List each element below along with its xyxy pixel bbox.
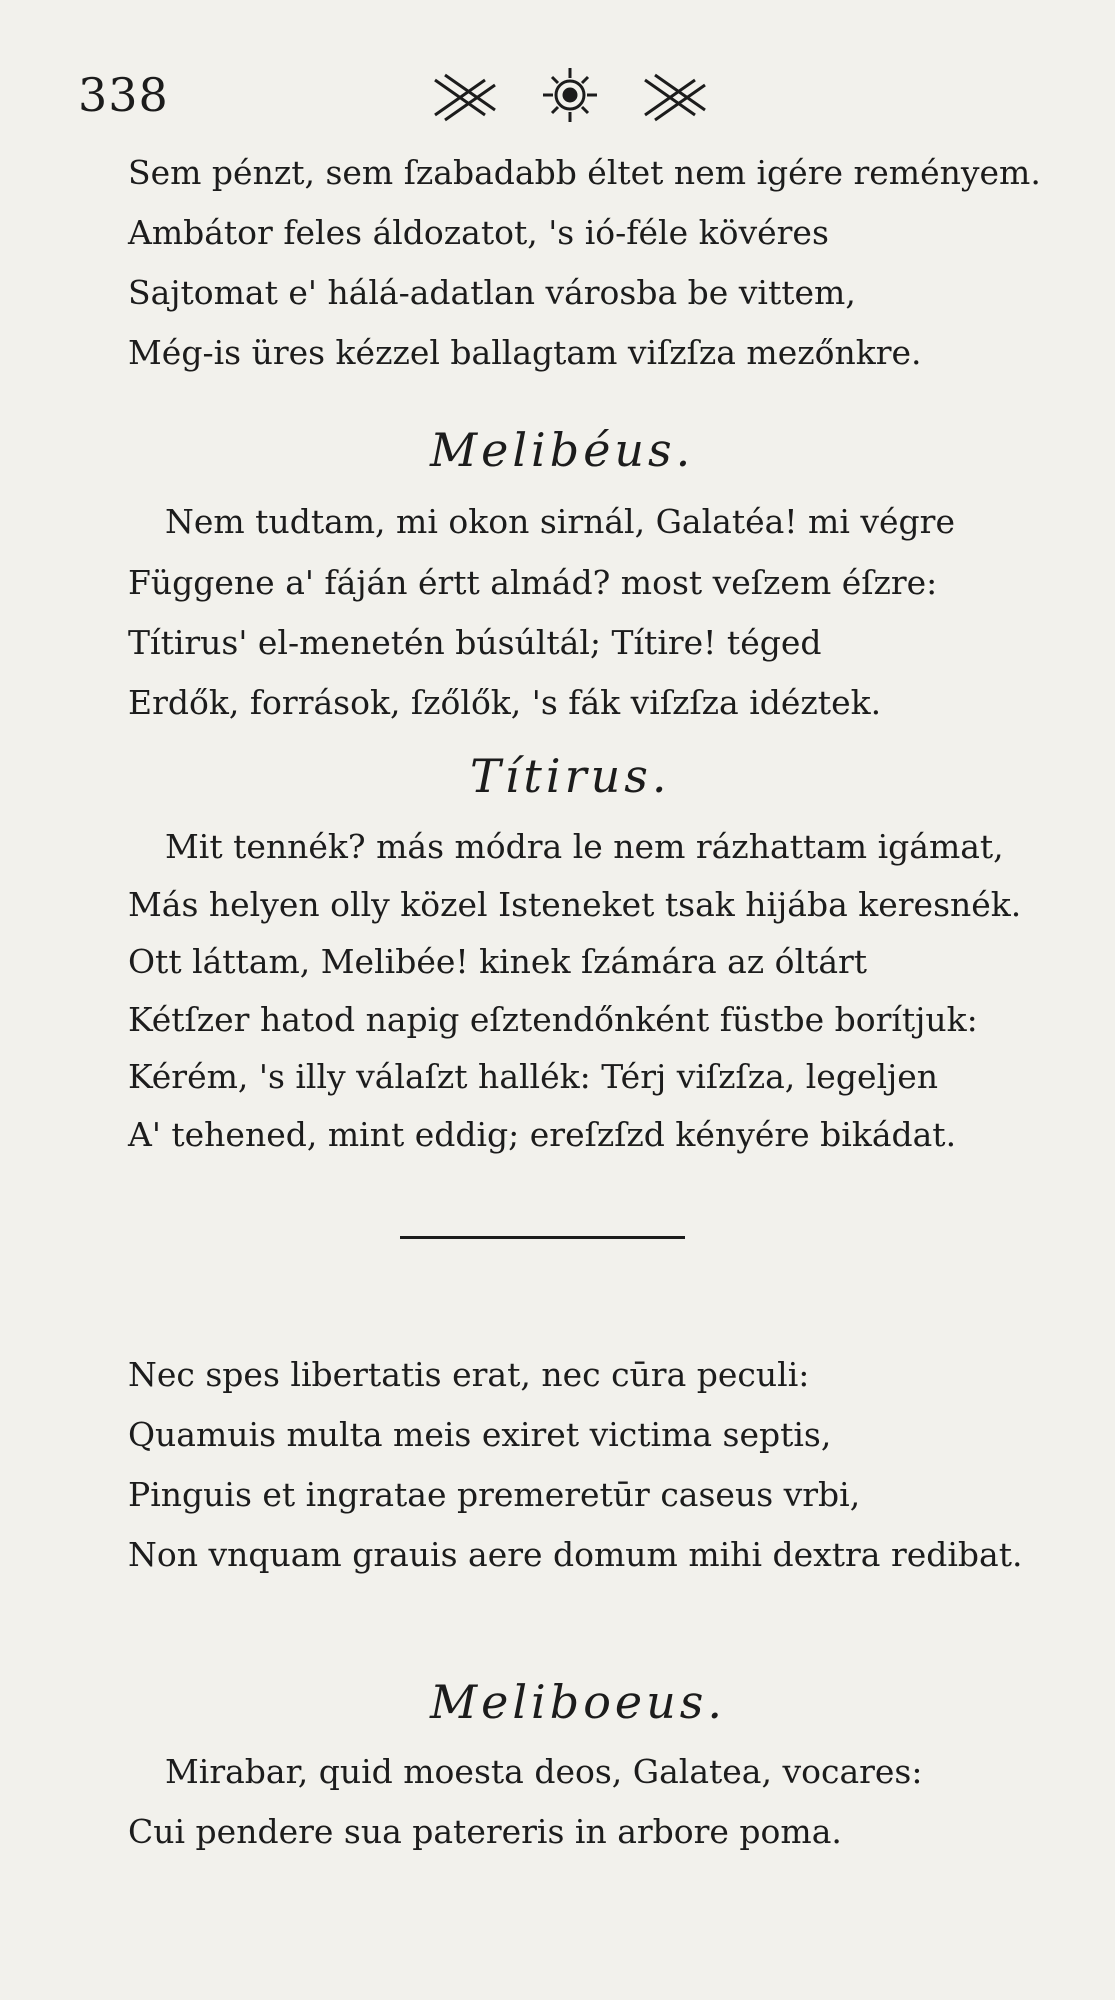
speaker-heading: Melibéus. bbox=[430, 423, 695, 477]
hu-verse-line: Ambátor feles áldozatot, 's ió-féle kövéres bbox=[128, 213, 829, 252]
speaker-heading: Títirus. bbox=[470, 749, 671, 803]
page-number: 338 bbox=[78, 68, 169, 122]
hu-verse-line: Kérém, 's illy válaſzt hallék: Térj viſzſza, legeljen bbox=[128, 1057, 939, 1096]
hu-verse-line: Még-is üres kézzel ballagtam viſzſza mezőnkre. bbox=[128, 333, 922, 372]
hu-verse-line: Títirus' el-menetén búsúltál; Títire! téged bbox=[128, 623, 822, 662]
hu-verse-line: Függene a' fáján értt almád? most veſzem éſzre: bbox=[128, 563, 938, 602]
hu-verse-line: A' tehened, mint eddig; ereſzſzd kényére bikádat. bbox=[128, 1115, 957, 1154]
hu-verse-line: Sem pénzt, sem ſzabadabb éltet nem igére reményem. bbox=[128, 153, 1041, 192]
speaker-heading: Meliboeus. bbox=[430, 1675, 726, 1729]
section-divider bbox=[400, 1236, 685, 1239]
la-verse-line: Cui pendere sua patereris in arbore poma. bbox=[128, 1812, 842, 1851]
hu-verse-line: Kétſzer hatod napig eſztendőnként füstbe borítjuk: bbox=[128, 1000, 978, 1039]
la-verse-line: Quamuis multa meis exiret victima septis, bbox=[128, 1415, 832, 1454]
hu-verse-line: Más helyen olly közel Isteneket tsak hijába keresnék. bbox=[128, 885, 1022, 924]
hu-verse-line: Ott láttam, Melibée! kinek ſzámára az óltárt bbox=[128, 942, 868, 981]
hu-verse-line: Nem tudtam, mi okon sirnál, Galatéa! mi végre bbox=[165, 502, 955, 541]
ornament-header-icon bbox=[425, 60, 715, 130]
la-verse-line: Non vnquam grauis aere domum mihi dextra redibat. bbox=[128, 1535, 1023, 1574]
hu-verse-line: Sajtomat e' hálá-adatlan városba be vittem, bbox=[128, 273, 856, 312]
hu-verse-line: Mit tennék? más módra le nem rázhattam igámat, bbox=[165, 827, 1004, 866]
hu-verse-line: Erdők, források, ſzőlők, 's fák viſzſza idéztek. bbox=[128, 683, 882, 722]
la-verse-line: Mirabar, quid moesta deos, Galatea, vocares: bbox=[165, 1752, 923, 1791]
la-verse-line: Nec spes libertatis erat, nec cūra peculi: bbox=[128, 1355, 810, 1394]
la-verse-line: Pinguis et ingratae premeretūr caseus vrbi, bbox=[128, 1475, 861, 1514]
